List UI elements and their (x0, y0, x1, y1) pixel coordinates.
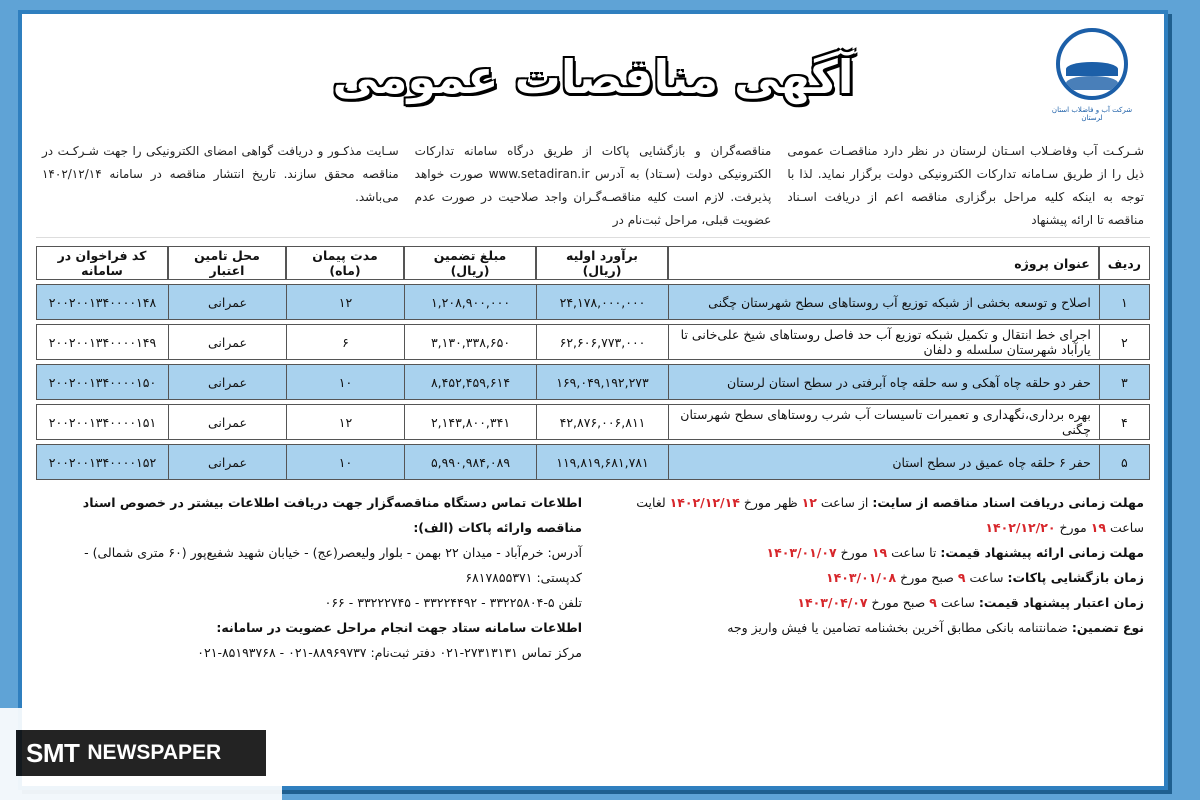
table-row (36, 364, 1150, 400)
col-header-project-title: عنوان پروژه (668, 246, 1099, 280)
project-title: اجرای خط انتقال و تکمیل شبکه توزیع آب حد فاصل روستاهای شیخ علی‌خانی تا یارآباد شهرستان سلسله و دلفان (668, 324, 1099, 360)
watermark-smt: SMT (26, 737, 80, 768)
table-row (36, 404, 1150, 440)
table-row (36, 324, 1150, 360)
col-header-duration: مدت پیمان (ماه) (286, 246, 404, 280)
estimate-value: ۲۴,۱۷۸,۰۰۰,۰۰۰ (536, 284, 668, 320)
guarantee-value: ۳,۱۳۰,۳۳۸,۶۵۰ (404, 324, 536, 360)
table-row (36, 284, 1150, 320)
notice-frame (18, 10, 1168, 790)
col-header-guarantee: مبلغ تضمین (ریال) (404, 246, 536, 280)
col-header-tender-code: کد فراخوان در سامانه (36, 246, 168, 280)
deadline-bid-validity: زمان اعتبار پیشنهاد قیمت: ساعت ۹ صبح مورخ ۱۴۰۳/۰۴/۰۷ (797, 595, 1144, 610)
guarantee-value: ۸,۴۵۲,۴۵۹,۶۱۴ (404, 364, 536, 400)
tender-code: ۲۰۰۲۰۰۱۳۴۰۰۰۰۱۵۲ (36, 444, 168, 480)
intro-paragraph-3: سـایت مذکـور و دریافت گواهی امضای الکترونیکی را جهت شـرکـت در مناقصه محقق سازند. تاریخ انتشار مناقصه در سامانه ۱۴۰۲/۱۲/۱۴ می‌باشد. (41, 144, 399, 204)
setad-contact: مرکز تماس ۲۷۳۱۳۱۳۱-۰۲۱ دفتر ثبت‌نام: ۸۸۹۶۹۷۳۷-۰۲۱ - ۸۵۱۹۳۷۶۸-۰۲۱ (197, 645, 582, 660)
intro-paragraph-1: شـرکـت آب وفاضـلاب اسـتان لرستان در نظر دارد مناقصـات عمومی ذیل را از طریق سـامانه تدارکات الکترونیکی دولت برگزار نماید. لذا با توجه به اینکه کلیه مراحل برگزاری مناقصه اعم از دریافت اسـناد مناقصه تا ارائه پیشنهاد (787, 144, 1144, 227)
estimate-value: ۱۱۹,۸۱۹,۶۸۱,۷۸۱ (536, 444, 668, 480)
project-title: اصلاح و توسعه بخشی از شبکه توزیع آب روستاهای سطح شهرستان چگنی (668, 284, 1099, 320)
deadline-documents: مهلت زمانی دریافت اسناد مناقصه از سایت: از ساعت ۱۲ ظهر مورخ ۱۴۰۲/۱۲/۱۴ لغایت ساعت ۱۹ مورخ ۱۴۰۲/۱۲/۲۰ (636, 495, 1144, 535)
duration-value: ۱۲ (286, 284, 404, 320)
duration-value: ۱۲ (286, 404, 404, 440)
logo-caption: شرکت آب و فاضلاب استان لرستان (1051, 106, 1133, 122)
row-number: ۳ (1099, 364, 1150, 400)
duration-value: ۱۰ (286, 364, 404, 400)
projects-table (36, 242, 1150, 484)
newspaper-watermark (0, 708, 282, 800)
funding-value: عمرانی (168, 404, 286, 440)
tender-code: ۲۰۰۲۰۰۱۳۴۰۰۰۰۱۴۹ (36, 324, 168, 360)
tender-code: ۲۰۰۲۰۰۱۳۴۰۰۰۰۱۴۸ (36, 284, 168, 320)
estimate-value: ۴۲,۸۷۶,۰۰۶,۸۱۱ (536, 404, 668, 440)
contact-title: اطلاعات تماس دستگاه مناقصه‌گزار جهت دریافت اطلاعات بیشتر در خصوص اسناد مناقصه وارائه پاکات (الف): (82, 495, 582, 535)
deadline-envelope-opening: زمان بازگشایی پاکات: ساعت ۹ صبح مورخ ۱۴۰۳/۰۱/۰۸ (826, 570, 1144, 585)
row-number: ۴ (1099, 404, 1150, 440)
estimate-value: ۶۲,۶۰۶,۷۷۳,۰۰۰ (536, 324, 668, 360)
contact-block (42, 490, 582, 665)
duration-value: ۱۰ (286, 444, 404, 480)
intro-text (36, 140, 1150, 238)
row-number: ۲ (1099, 324, 1150, 360)
tender-code: ۲۰۰۲۰۰۱۳۴۰۰۰۰۱۵۰ (36, 364, 168, 400)
col-header-funding: محل تامین اعتبار (168, 246, 286, 280)
notice-title: آگهی مناقصات عمومی (332, 50, 854, 104)
table-header-row (36, 246, 1150, 280)
col-header-row-number: ردیف (1099, 246, 1150, 280)
col-header-estimate: برآورد اولیه (ریال) (536, 246, 668, 280)
deadline-bid-submission: مهلت زمانی ارائه پیشنهاد قیمت: تا ساعت ۱۹ مورخ ۱۴۰۳/۰۱/۰۷ (766, 545, 1144, 560)
project-title: حفر دو حلقه چاه آهکی و سه حلقه چاه آبرفتی در سطح استان لرستان (668, 364, 1099, 400)
contact-phone: تلفن ۵-۳۳۲۲۵۸۰۴ - ۳۳۲۲۴۴۹۲ - ۳۳۲۲۲۷۴۵ - ۰۶۶ (324, 595, 582, 610)
estimate-value: ۱۶۹,۰۴۹,۱۹۲,۲۷۳ (536, 364, 668, 400)
guarantee-value: ۵,۹۹۰,۹۸۴,۰۸۹ (404, 444, 536, 480)
project-title: بهره برداری،نگهداری و تعمیرات تاسیسات آب شرب روستاهای سطح شهرستان چگنی (668, 404, 1099, 440)
project-title: حفر ۶ حلقه چاه عمیق در سطح استان (668, 444, 1099, 480)
guarantee-value: ۲,۱۴۳,۸۰۰,۳۴۱ (404, 404, 536, 440)
guarantee-type: نوع تضمین: ضمانتنامه بانکی مطابق آخرین بخشنامه تضامین یا فیش واریز وجه (727, 620, 1144, 635)
notice-footer (36, 490, 1150, 665)
contact-address: آدرس: خرم‌آباد - میدان ۲۲ بهمن - بلوار ولیعصر(عج) - خیابان شهید شفیع‌پور (۶۰ متری شمالی) - کدپستی: ۶۸۱۷۸۵۵۳۷۱ (84, 545, 582, 585)
intro-paragraph-2: مناقصه‌گران و بازگشایی پاکات از طریق درگاه سامانه تدارکات الکترونیکی دولت (سـتاد) به آدرس www.setadiran.ir صورت خواهد پذیرفت. لازم است کلیه مناقصـه‌گـران واجد صلاحیت در صورت عدم عضویت قبلی، مراحل ثبت‌نام در (414, 144, 772, 227)
table-row (36, 444, 1150, 480)
funding-value: عمرانی (168, 444, 286, 480)
funding-value: عمرانی (168, 364, 286, 400)
duration-value: ۶ (286, 324, 404, 360)
watermark-newspaper: NEWSPAPER (87, 741, 222, 764)
watermark-badge (16, 730, 266, 776)
funding-value: عمرانی (168, 284, 286, 320)
setad-title: اطلاعات سامانه ستاد جهت انجام مراحل عضویت در سامانه: (216, 620, 582, 635)
row-number: ۵ (1099, 444, 1150, 480)
row-number: ۱ (1099, 284, 1150, 320)
guarantee-value: ۱,۲۰۸,۹۰۰,۰۰۰ (404, 284, 536, 320)
tender-code: ۲۰۰۲۰۰۱۳۴۰۰۰۰۱۵۱ (36, 404, 168, 440)
deadlines-block (604, 490, 1144, 665)
funding-value: عمرانی (168, 324, 286, 360)
notice-header (36, 22, 1150, 140)
